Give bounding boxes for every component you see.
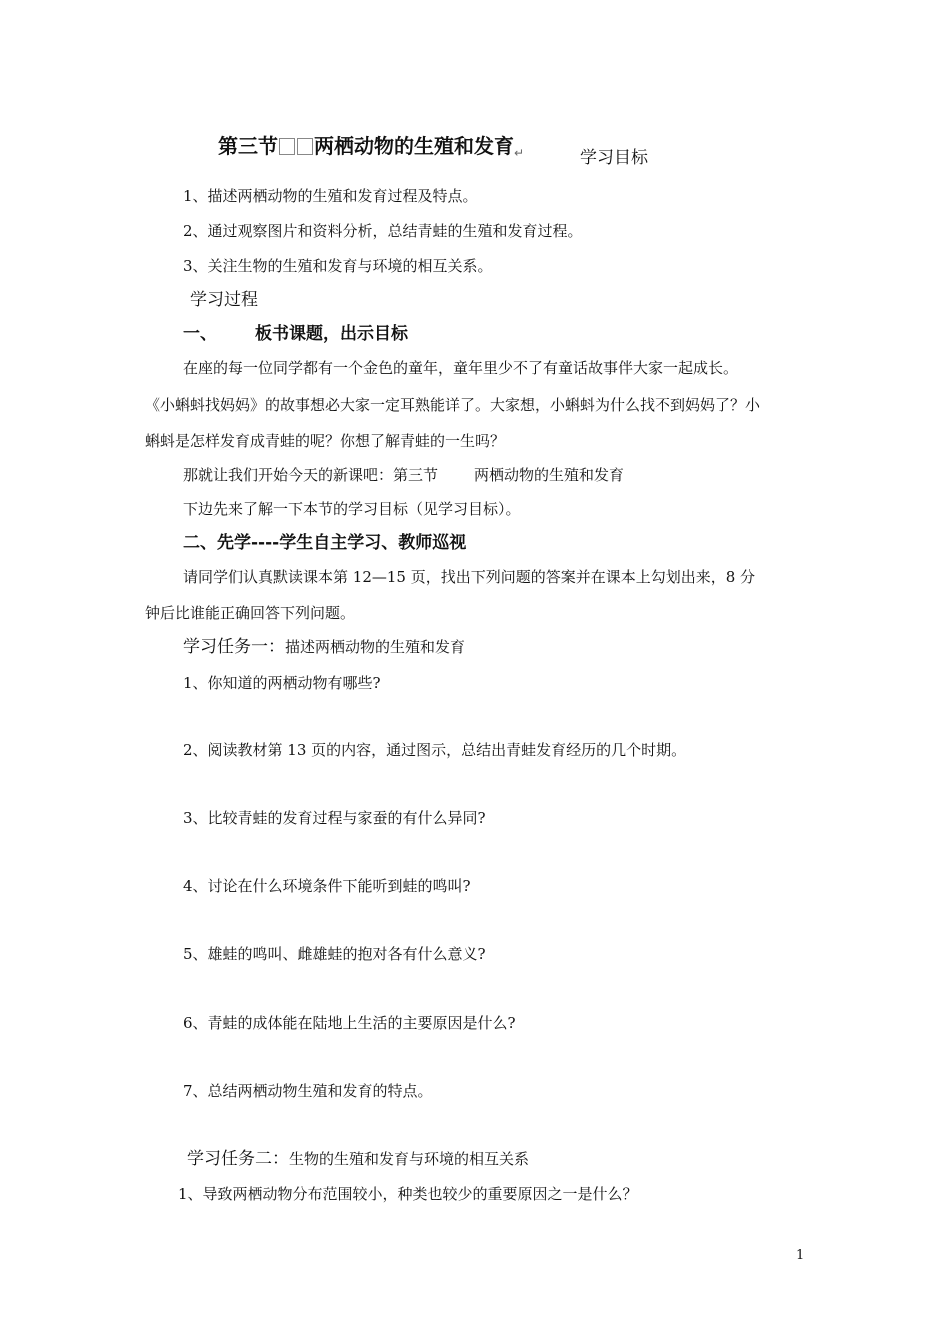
objective-item: 3、关注生物的生殖和发育与环境的相互关系。 <box>183 257 493 275</box>
objective-item: 2、通过观察图片和资料分析，总结青蛙的生殖和发育过程。 <box>183 222 583 240</box>
section1-paragraph-line: 在座的每一位同学都有一个金色的童年，童年里少不了有童话故事伴大家一起成长。 <box>183 359 739 377</box>
page-number: 1 <box>796 1248 805 1263</box>
task1-question: 4、讨论在什么环境条件下能听到蛙的鸣叫? <box>183 877 471 895</box>
task1-line <box>183 637 465 657</box>
section2-paragraph-line: 钟后比谁能正确回答下列问题。 <box>145 604 356 622</box>
objectives-heading: 学习目标 <box>580 148 648 168</box>
task1-label: 学习任务一： <box>183 637 285 657</box>
task1-desc: 描述两栖动物的生殖和发育 <box>285 638 466 656</box>
title-main: 两栖动物的生殖和发育 <box>314 134 514 158</box>
missing-glyph-box-icon <box>297 138 313 155</box>
section2-paragraph-line: 请同学们认真默读课本第 12—15 页，找出下列问题的答案并在课本上勾划出来，8 分 <box>183 568 756 586</box>
task1-question: 3、比较青蛙的发育过程与家蚕的有什么异同? <box>183 809 486 827</box>
intro-topic: 两栖动物的生殖和发育 <box>474 466 625 484</box>
process-heading: 学习过程 <box>190 290 258 310</box>
task1-question: 6、青蛙的成体能在陆地上生活的主要原因是什么? <box>183 1014 516 1032</box>
objective-item: 1、描述两栖动物的生殖和发育过程及特点。 <box>183 187 478 205</box>
section1-title: 板书课题，出示目标 <box>255 324 408 344</box>
section1-paragraph-line: 蝌蚪是怎样发育成青蛙的呢？你想了解青蛙的一生吗？ <box>145 432 506 450</box>
title-prefix: 第三节 <box>218 134 278 158</box>
intro-text: 那就让我们开始今天的新课吧：第三节 <box>183 466 439 484</box>
document-title <box>218 134 524 165</box>
paragraph-return-icon: ↵ <box>514 146 525 160</box>
section1-number: 一、 <box>183 324 217 344</box>
task2-line <box>187 1149 529 1169</box>
task2-label: 学习任务二： <box>187 1149 289 1169</box>
task1-question: 5、雄蛙的鸣叫、雌雄蛙的抱对各有什么意义? <box>183 945 486 963</box>
section1-paragraph-line: 《小蝌蚪找妈妈》的故事想必大家一定耳熟能详了。大家想，小蝌蚪为什么找不到妈妈了？小 <box>145 396 761 414</box>
section2-heading: 二、先学----学生自主学习、教师巡视 <box>183 533 467 553</box>
section1-heading <box>183 323 408 345</box>
task2-question: 1、导致两栖动物分布范围较小，种类也较少的重要原因之一是什么？ <box>178 1185 638 1203</box>
task1-question: 1、你知道的两栖动物有哪些? <box>183 674 381 692</box>
missing-glyph-box-icon <box>279 138 295 155</box>
task2-desc: 生物的生殖和发育与环境的相互关系 <box>289 1150 530 1168</box>
task1-question: 2、阅读教材第 13 页的内容，通过图示，总结出青蛙发育经历的几个时期。 <box>183 741 687 759</box>
task1-question: 7、总结两栖动物生殖和发育的特点。 <box>183 1082 433 1100</box>
section1-next-line: 下边先来了解一下本节的学习目标（见学习目标）。 <box>183 500 521 518</box>
section1-intro-line <box>183 465 624 485</box>
